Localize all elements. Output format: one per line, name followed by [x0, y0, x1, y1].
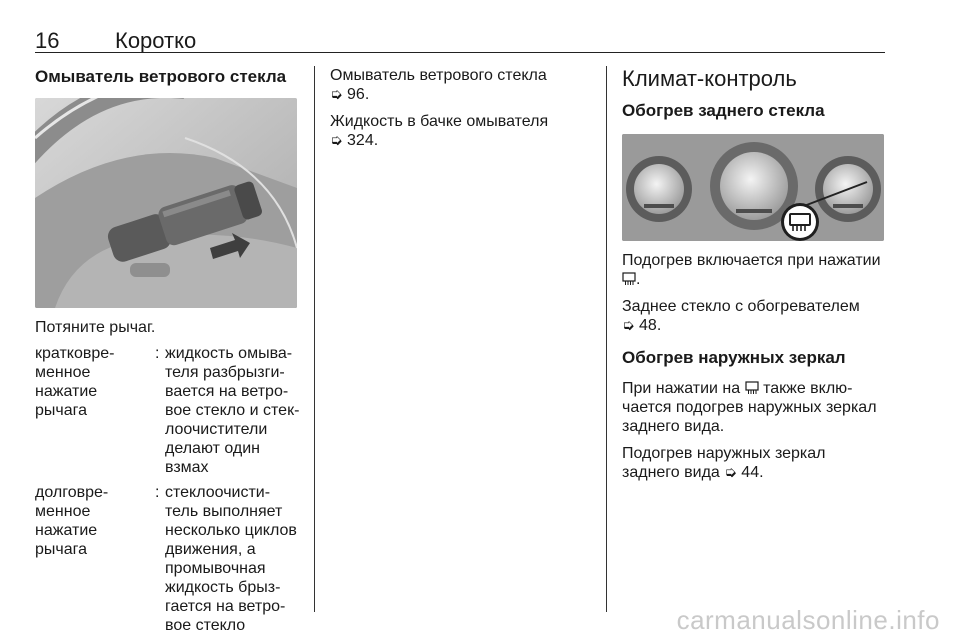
definition-colon: : — [155, 345, 160, 362]
definition-short-press — [35, 344, 300, 477]
subheading-rear-window: Обогрев заднего стекла — [622, 101, 825, 120]
definition-colon: : — [155, 484, 160, 501]
desc-line: теля разбрызги- — [165, 364, 285, 381]
paragraph-rear-heater-on — [622, 251, 887, 289]
text-line — [622, 270, 887, 289]
reference-text: Омыватель ветрового стекла — [330, 67, 547, 84]
page-number-link[interactable]: 48. — [639, 317, 662, 334]
page-ref-arrow-icon: ➭ — [622, 317, 635, 334]
reference-page — [622, 316, 887, 335]
term-line: кратковре- — [35, 345, 115, 362]
paragraph-mirror-ref — [622, 444, 887, 482]
reference-page — [330, 85, 592, 104]
paragraph-rear-window-ref — [622, 297, 887, 335]
column-divider-1 — [314, 66, 315, 612]
desc-line: вается на ветро- — [165, 383, 289, 400]
climate-panel-illustration — [622, 134, 884, 241]
column-right — [622, 62, 887, 482]
text-line: Заднее стекло с обогревателем — [622, 298, 860, 315]
rear-defrost-icon — [622, 272, 636, 286]
definition-long-press — [35, 483, 297, 635]
desc-line: делают один — [165, 440, 261, 457]
text-line: Подогрев наружных зеркал — [622, 445, 826, 462]
page-ref-arrow-icon: ➭ — [330, 132, 343, 149]
desc-line: промывочная — [165, 560, 266, 577]
reference-washer-fluid — [330, 112, 592, 150]
text-end: . — [636, 271, 641, 288]
reference-text: Жидкость в бачке омывателя — [330, 113, 549, 130]
watermark: carmanualsonline.info — [676, 605, 940, 635]
desc-line: лоочистители — [165, 421, 268, 438]
text-line — [622, 463, 887, 482]
text-line — [622, 379, 887, 398]
page-header — [35, 24, 885, 54]
desc-line: гается на ветро- — [165, 598, 286, 615]
desc-line: движения, а — [165, 541, 256, 558]
page-number-link[interactable]: 324. — [347, 132, 379, 149]
desc-line: вое стекло и стек- — [165, 402, 300, 419]
page-ref-arrow-icon: ➭ — [330, 86, 343, 103]
column-middle — [330, 62, 592, 150]
desc-line: жидкость омыва- — [165, 345, 293, 362]
caption-pull-lever: Потяните рычаг. — [35, 319, 156, 336]
term-line: менное — [35, 364, 91, 381]
climate-panel-image — [622, 134, 884, 241]
reference-page — [330, 131, 592, 150]
term-line: рычага — [35, 402, 88, 419]
header-rule — [35, 52, 885, 53]
page-ref-arrow-icon: ➭ — [724, 464, 737, 481]
section-heading-washer: Омыватель ветрового стекла — [35, 67, 287, 86]
rear-defrost-icon — [745, 381, 759, 395]
page-title: Коротко — [115, 28, 197, 53]
page-number-link[interactable]: 96. — [347, 86, 370, 103]
text-line: заднего вида. — [622, 418, 725, 435]
desc-line: вое стекло — [165, 617, 246, 634]
definition-description — [165, 483, 300, 635]
reference-washer — [330, 66, 592, 104]
text-line: чается подогрев наружных зеркал — [622, 399, 877, 416]
definition-description — [165, 344, 300, 477]
column-divider-2 — [606, 66, 607, 612]
desc-line: несколько циклов — [165, 522, 297, 539]
text-span: При нажатии на — [622, 380, 741, 397]
term-line: нажатие — [35, 522, 98, 539]
desc-line: тель выполняет — [165, 503, 283, 520]
term-line: рычага — [35, 541, 88, 558]
wiper-lever-image — [35, 98, 297, 308]
wiper-lever-illustration — [35, 98, 297, 308]
subheading-mirror-heating: Обогрев наружных зеркал — [622, 348, 846, 367]
page-number: 16 — [35, 28, 60, 53]
text-span: также вклю- — [763, 380, 853, 397]
definition-term — [35, 344, 145, 420]
text-line: Подогрев включается при нажатии — [622, 252, 881, 269]
desc-line: жидкость брыз- — [165, 579, 281, 596]
page-number-link[interactable]: 44. — [741, 464, 764, 481]
term-line: долговре- — [35, 484, 109, 501]
desc-line: стеклоочисти- — [165, 484, 271, 501]
column-left — [35, 62, 300, 635]
text-span: заднего вида — [622, 464, 720, 481]
section-heading-climate: Климат-контроль — [622, 66, 797, 91]
desc-line: взмах — [165, 459, 209, 476]
term-line: менное — [35, 503, 91, 520]
paragraph-mirror-heating — [622, 379, 887, 436]
definition-term — [35, 483, 145, 559]
term-line: нажатие — [35, 383, 98, 400]
